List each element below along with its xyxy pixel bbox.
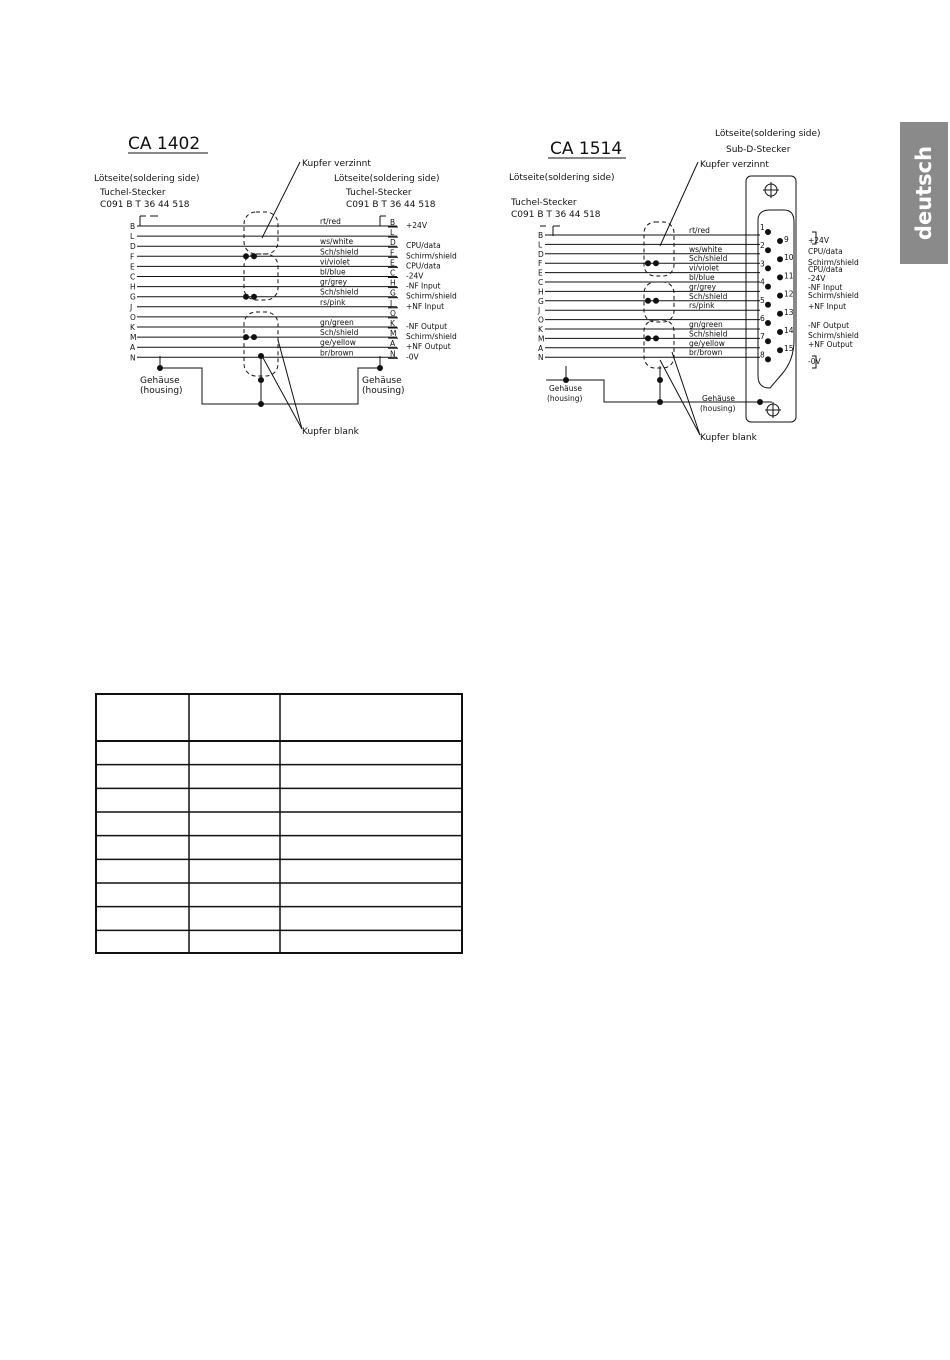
subd-pin-number: 4 — [760, 277, 765, 287]
tinned-copper-label: Kupfer verzinnt — [302, 159, 371, 169]
signal-label: CPU/data — [808, 247, 843, 256]
wire-color-label: rt/red — [320, 217, 341, 226]
wire-color-label: bl/blue — [689, 273, 715, 282]
bare-pointer-2 — [672, 352, 700, 435]
housing-right-dot — [377, 365, 383, 371]
left-pin-label: K — [130, 323, 135, 332]
right-pin-label: E — [390, 258, 395, 268]
housing-connection — [160, 368, 380, 404]
left-pin-label: N — [538, 353, 544, 363]
right-pin-label: C — [390, 268, 396, 278]
left-header: Lötseite(soldering side) — [94, 174, 200, 184]
shield-dot — [243, 294, 249, 300]
wire-color-label: ge/yellow — [689, 338, 725, 348]
subd-pin-number: 2 — [760, 241, 765, 251]
shield-dot — [653, 298, 659, 304]
subd-contact — [777, 238, 783, 244]
language-tab — [900, 122, 948, 264]
subd-pin-number: 6 — [760, 314, 765, 323]
wire-color-label: br/brown — [689, 348, 723, 358]
shield-dot — [251, 253, 257, 259]
right-pin-label: H — [390, 278, 396, 288]
bare-copper-label: Kupfer blank — [700, 433, 757, 443]
table-border — [96, 694, 462, 953]
wire-color-label: Sch/shield — [689, 291, 728, 301]
wire-color-label: rt/red — [689, 226, 710, 235]
right-pin-label: O — [390, 308, 396, 318]
signal-label: +24V — [808, 236, 829, 245]
subd-pin-number: 14 — [784, 326, 794, 335]
signal-label: Schirm/shield — [808, 258, 859, 267]
subd-contact — [777, 329, 783, 335]
drain-dot — [258, 353, 264, 359]
subd-contact — [777, 293, 783, 299]
shield-bundle-1 — [644, 222, 674, 276]
signal-label: Schirm/shield — [406, 332, 457, 342]
left-pin-label: O — [130, 312, 136, 322]
subd-contact — [765, 320, 771, 326]
subd-pin-number: 1 — [760, 223, 765, 232]
subd-contact — [777, 274, 783, 280]
signal-label: -0V — [808, 357, 821, 366]
left-pin-label: H — [130, 282, 136, 292]
left-pin-label: D — [538, 249, 544, 259]
drain-dot — [258, 401, 264, 407]
shield-dot — [251, 334, 257, 340]
wire-color-label: gr/grey — [689, 282, 717, 292]
right-pin-label: D — [390, 238, 396, 248]
left-pin-label: D — [130, 242, 136, 252]
wiring-diagram-ca1514 — [490, 0, 890, 450]
housing-right-label: Gehäuse — [362, 376, 402, 386]
bare-pointer-1 — [262, 356, 302, 429]
left-part-number: C091 B T 36 44 518 — [100, 200, 190, 210]
left-pin-label: G — [538, 296, 544, 306]
left-pin-label: J — [130, 302, 133, 312]
signal-label: +NF Input — [808, 302, 847, 311]
signal-label: -NF Output — [406, 322, 448, 331]
left-header: Lötseite(soldering side) — [509, 173, 615, 183]
left-pin-label: K — [538, 325, 543, 334]
wire-color-label: Sch/shield — [689, 329, 728, 339]
signal-label: CPU/data — [808, 265, 843, 274]
subd-connector-label: Sub-D-Stecker — [726, 145, 791, 155]
left-pin-label: M — [130, 333, 137, 343]
diagram-title: CA 1402 — [128, 134, 201, 154]
subd-pin-number: 12 — [784, 289, 794, 299]
subd-pin-number: 5 — [760, 295, 765, 305]
right-pin-label: J — [390, 298, 393, 308]
signal-label: Schirm/shield — [406, 251, 457, 261]
signal-label: Schirm/shield — [808, 331, 859, 340]
left-pin-label: F — [538, 259, 543, 269]
left-pin-label: B — [538, 231, 544, 240]
left-connector-label: Tuchel-Stecker — [100, 188, 166, 198]
language-tab-label: deutsch — [912, 145, 936, 241]
wiring-diagram-ca1402 — [0, 0, 480, 450]
signal-label: -NF Output — [808, 321, 850, 330]
wire-color-label: Sch/shield — [320, 328, 359, 338]
right-pin-label: B — [390, 218, 396, 227]
subd-pin-number: 15 — [784, 344, 794, 354]
wire-color-label: vi/violet — [689, 263, 719, 273]
wire-color-label: gn/green — [689, 320, 723, 329]
shield-dot — [243, 253, 249, 259]
subd-contact — [777, 256, 783, 262]
wire-color-label: vi/violet — [320, 257, 350, 267]
subd-contact — [765, 302, 771, 308]
housing-left-sublabel: (housing) — [140, 386, 183, 396]
housing-right-sublabel: (housing) — [700, 404, 736, 413]
left-pin-label: L — [538, 240, 543, 250]
left-pin-label: M — [538, 334, 545, 344]
right-pin-label: N — [390, 349, 396, 359]
subd-contact — [777, 347, 783, 353]
signal-label: +NF Output — [808, 340, 853, 349]
shield-dot — [653, 335, 659, 341]
subd-contact — [765, 356, 771, 362]
signal-label: -24V — [406, 271, 424, 281]
diagram-title: CA 1514 — [550, 139, 623, 159]
signal-label: CPU/data — [406, 241, 441, 251]
right-pin-label: G — [390, 288, 396, 298]
left-pin-label: J — [538, 306, 541, 316]
wire-color-label: bl/blue — [320, 267, 346, 277]
wire-color-label: Sch/shield — [689, 254, 728, 264]
signal-label: Schirm/shield — [406, 291, 457, 301]
bare-copper-label: Kupfer blank — [302, 427, 359, 437]
right-pin-label: M — [390, 329, 397, 339]
right-pin-label: L — [390, 228, 395, 238]
housing-right-label: Gehäuse — [702, 394, 736, 403]
subd-pin-number: 7 — [760, 332, 765, 342]
left-pin-label: E — [130, 262, 135, 272]
right-connector-bracket — [380, 216, 386, 226]
housing-left-label: Gehäuse — [140, 376, 180, 386]
signal-label: -NF Input — [808, 283, 843, 292]
housing-left-dot — [157, 365, 163, 371]
left-pin-label: H — [538, 287, 544, 297]
housing-right-dot — [757, 399, 763, 405]
subd-pin-number: 11 — [784, 271, 794, 281]
subd-pin-number: 13 — [784, 307, 794, 317]
left-pin-label: G — [130, 292, 136, 302]
shield-bundle-1 — [244, 212, 278, 254]
subd-contact — [765, 284, 771, 290]
subd-shell — [746, 176, 796, 422]
right-pin-label: A — [390, 339, 396, 349]
subd-contact — [765, 338, 771, 344]
left-connector-label: Tuchel-Stecker — [511, 198, 577, 208]
subd-header: Lötseite(soldering side) — [715, 129, 821, 139]
wire-color-label: Sch/shield — [320, 247, 359, 257]
left-pin-label: L — [130, 232, 135, 242]
subd-pin-number: 9 — [784, 235, 789, 244]
housing-connection — [566, 366, 772, 402]
wire-color-label: ws/white — [689, 244, 723, 254]
signal-label: -0V — [406, 352, 419, 362]
tinned-copper-label: Kupfer verzinnt — [700, 160, 769, 170]
left-pin-label: O — [538, 315, 544, 325]
left-pin-label: A — [130, 343, 136, 353]
right-pin-label: K — [390, 319, 395, 328]
signal-label: Schirm/shield — [808, 291, 859, 300]
shield-dot — [653, 260, 659, 266]
right-pin-label: F — [390, 248, 395, 258]
signal-label: +NF Input — [406, 301, 445, 311]
wire-color-label: Sch/shield — [320, 287, 359, 297]
left-pin-label: F — [130, 252, 135, 262]
wire-color-label: gr/grey — [320, 277, 348, 287]
signal-label: +24V — [406, 221, 427, 230]
tinned-pointer — [262, 162, 300, 238]
wire-color-label: ge/yellow — [320, 338, 356, 348]
housing-left-label: Gehäuse — [549, 384, 583, 393]
housing-right-sublabel: (housing) — [362, 386, 405, 396]
signal-label: +NF Output — [406, 342, 451, 352]
wire-color-label: rs/pink — [689, 301, 715, 311]
shield-bundle-3 — [644, 320, 674, 368]
subd-contact — [765, 265, 771, 271]
drain-dot — [657, 399, 663, 405]
shield-dot — [645, 335, 651, 341]
subd-contact — [765, 229, 771, 235]
housing-left-sublabel: (housing) — [547, 394, 583, 403]
left-pin-label: E — [538, 268, 543, 278]
housing-left-dot — [563, 377, 569, 383]
subd-pin-number: 3 — [760, 259, 765, 269]
shield-dot — [251, 294, 257, 300]
subd-pin-number: 10 — [784, 253, 794, 263]
drain-dot — [258, 377, 264, 383]
left-pin-label: C — [538, 278, 544, 287]
drain-dot — [657, 377, 663, 383]
bare-pointer-1 — [660, 360, 700, 435]
left-pin-label: C — [130, 272, 136, 282]
shield-dot — [645, 260, 651, 266]
left-pin-label: A — [538, 343, 544, 353]
subd-contact — [777, 311, 783, 317]
left-part-number: C091 B T 36 44 518 — [511, 210, 601, 220]
wire-color-label: rs/pink — [320, 297, 346, 307]
subd-pin-number: 8 — [760, 350, 765, 360]
subd-contact — [765, 247, 771, 253]
right-connector-label: Tuchel-Stecker — [346, 188, 412, 198]
wire-color-label: ws/white — [320, 237, 354, 247]
right-header: Lötseite(soldering side) — [334, 174, 440, 184]
right-part-number: C091 B T 36 44 518 — [346, 200, 436, 210]
left-pin-label: N — [130, 353, 136, 363]
signal-label: -24V — [808, 274, 826, 283]
shield-dot — [645, 298, 651, 304]
shield-dot — [243, 334, 249, 340]
signal-label: CPU/data — [406, 261, 441, 271]
wire-color-label: gn/green — [320, 318, 354, 327]
left-connector-bracket — [140, 216, 146, 226]
signal-label: -NF Input — [406, 281, 441, 291]
bare-pointer-2 — [278, 340, 302, 429]
wire-color-label: br/brown — [320, 348, 354, 358]
left-pin-label: B — [130, 222, 136, 231]
blank-table — [95, 693, 463, 954]
